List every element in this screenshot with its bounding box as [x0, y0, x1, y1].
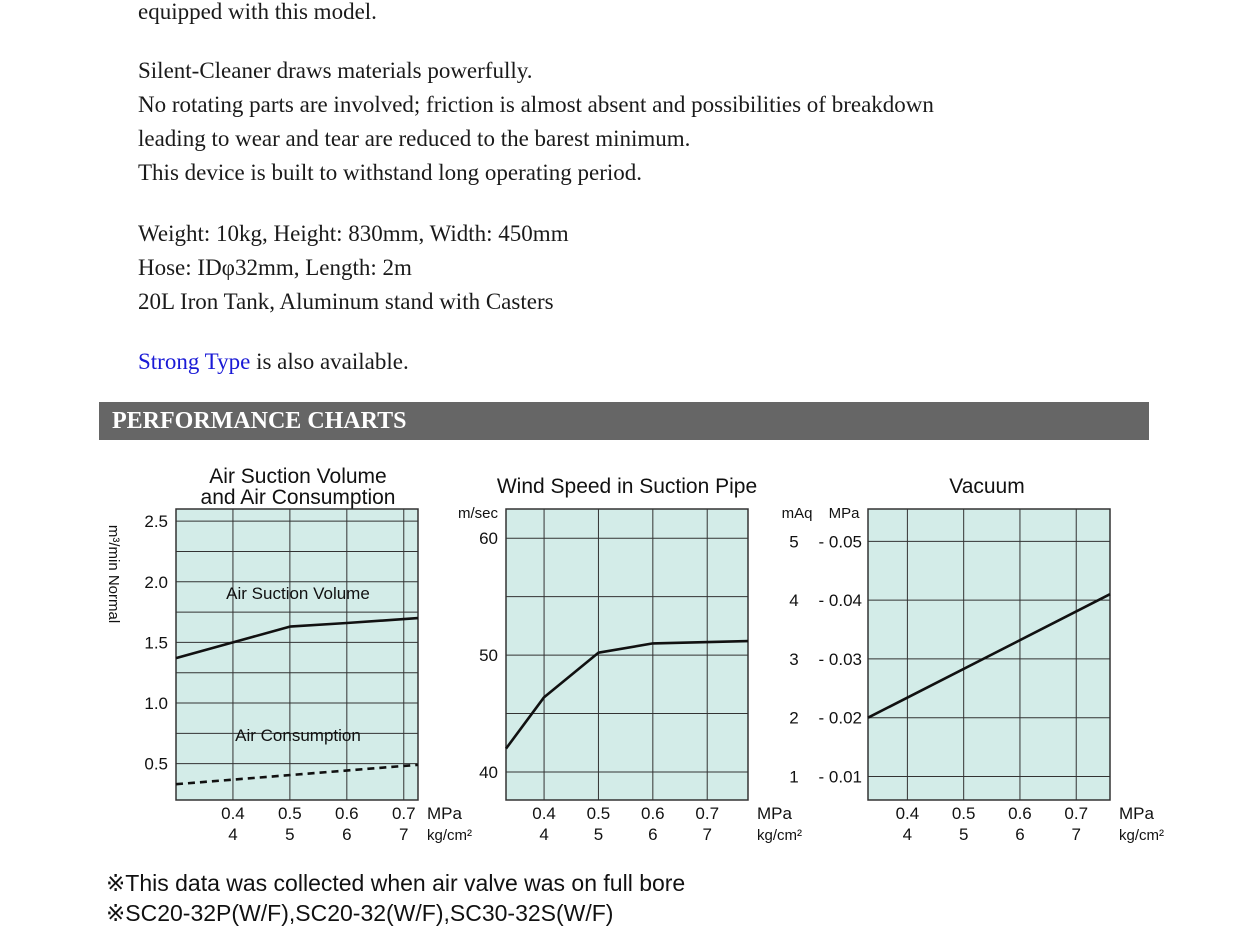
y-tick-label: 50: [479, 646, 498, 666]
intro-line: equipped with this model.: [138, 0, 377, 24]
strong-type-link[interactable]: Strong Type: [138, 349, 251, 374]
x-tick-label: 0.7: [1064, 804, 1089, 823]
description-line: No rotating parts are involved; friction is almost absent and possibilities of breakdown: [138, 92, 934, 117]
chart-notes: [106, 868, 685, 928]
x-unit-label: kg/cm²: [427, 827, 472, 844]
description-line: leading to wear and tear are reduced to the barest minimum.: [138, 126, 691, 151]
series-label: Air Consumption: [235, 726, 361, 745]
y-tick-label: 40: [479, 762, 498, 782]
x-tick-label: 0.4: [532, 804, 556, 823]
x-tick-label: 4: [228, 825, 238, 844]
availability-suffix: is also available.: [250, 349, 409, 374]
spec-line: Weight: 10kg, Height: 830mm, Width: 450mm: [138, 221, 569, 246]
x-tick-label: 0.5: [951, 804, 976, 823]
x-tick-label: 6: [342, 825, 352, 844]
x-tick-label: 7: [1071, 825, 1081, 844]
y-tick-label: 5: [789, 532, 799, 552]
series-label: Air Suction Volume: [226, 584, 370, 603]
y-tick-label: 4: [789, 591, 799, 611]
plot-area: [506, 509, 748, 800]
performance-charts-header: [99, 402, 1149, 440]
spec-line: Hose: IDφ32mm, Length: 2m: [138, 255, 412, 280]
y-tick-label: 2: [789, 708, 799, 728]
y-tick-label: 1: [789, 767, 799, 787]
x-tick-label: 0.6: [641, 804, 665, 823]
y-tick-label: 2.5: [144, 512, 168, 532]
x-tick-label: 7: [399, 825, 409, 844]
specs-paragraph: [138, 217, 569, 319]
x-tick-label: 4: [902, 825, 913, 844]
y-tick-label: - 0.01: [818, 767, 862, 787]
y-tick-label: - 0.04: [818, 591, 862, 611]
chart-title: Vacuum: [949, 475, 1025, 498]
y-tick-label: 1.5: [144, 633, 168, 653]
x-tick-label: 0.4: [895, 804, 920, 823]
x-unit-label: kg/cm²: [757, 827, 802, 844]
x-tick-label: 0.5: [586, 804, 611, 823]
x-unit-label: kg/cm²: [1119, 827, 1164, 844]
x-unit-label: MPa: [1119, 804, 1154, 823]
y-tick-label: 0.5: [144, 754, 168, 774]
x-tick-label: 0.6: [335, 804, 359, 823]
x-unit-label: MPa: [427, 804, 462, 823]
description-line: Silent-Cleaner draws materials powerfully.: [138, 58, 533, 83]
y-tick-label: 3: [789, 649, 799, 669]
x-tick-label: 7: [702, 825, 712, 844]
description-line: This device is built to withstand long operating period.: [138, 160, 643, 185]
performance-charts: [0, 440, 1243, 860]
x-tick-label: 5: [285, 825, 295, 844]
x-tick-label: 0.7: [695, 804, 720, 823]
availability-line: [138, 345, 409, 379]
y-unit-label: mAq: [781, 505, 813, 522]
y-tick-label: - 0.05: [818, 532, 862, 552]
x-tick-label: 5: [593, 825, 604, 844]
y-tick-label: 2.0: [144, 572, 168, 592]
y-tick-label: - 0.03: [818, 649, 862, 669]
chart-title: Air Suction Volume: [209, 465, 387, 488]
y-unit-label: MPa: [828, 505, 860, 522]
y-unit-label: m/sec: [457, 505, 498, 522]
x-tick-label: 0.7: [391, 804, 416, 823]
description-paragraph: [138, 54, 934, 190]
x-tick-label: 0.6: [1008, 804, 1032, 823]
x-tick-label: 6: [648, 825, 658, 844]
note-line: ※This data was collected when air valve was on full bore: [106, 870, 686, 896]
y-tick-label: - 0.02: [818, 708, 862, 728]
x-tick-label: 0.4: [221, 804, 245, 823]
intro-paragraph: [138, 0, 377, 29]
chart-title: Wind Speed in Suction Pipe: [496, 475, 758, 498]
section-title: PERFORMANCE CHARTS: [112, 408, 407, 434]
x-tick-label: 4: [539, 825, 549, 844]
plot-area: [176, 509, 418, 800]
x-tick-label: 0.5: [278, 804, 302, 823]
chart-title: and Air Consumption: [200, 486, 396, 509]
y-tick-label: 60: [479, 529, 498, 549]
spec-line: 20L Iron Tank, Aluminum stand with Casters: [138, 289, 554, 314]
note-line: ※SC20-32P(W/F),SC20-32(W/F),SC30-32S(W/F): [106, 900, 614, 926]
y-tick-label: 1.0: [144, 694, 168, 713]
availability-paragraph: [138, 345, 409, 379]
y-axis-label: m³/min Normal: [105, 524, 122, 624]
x-tick-label: 5: [958, 825, 969, 844]
x-unit-label: MPa: [757, 804, 792, 823]
x-tick-label: 6: [1015, 825, 1025, 844]
